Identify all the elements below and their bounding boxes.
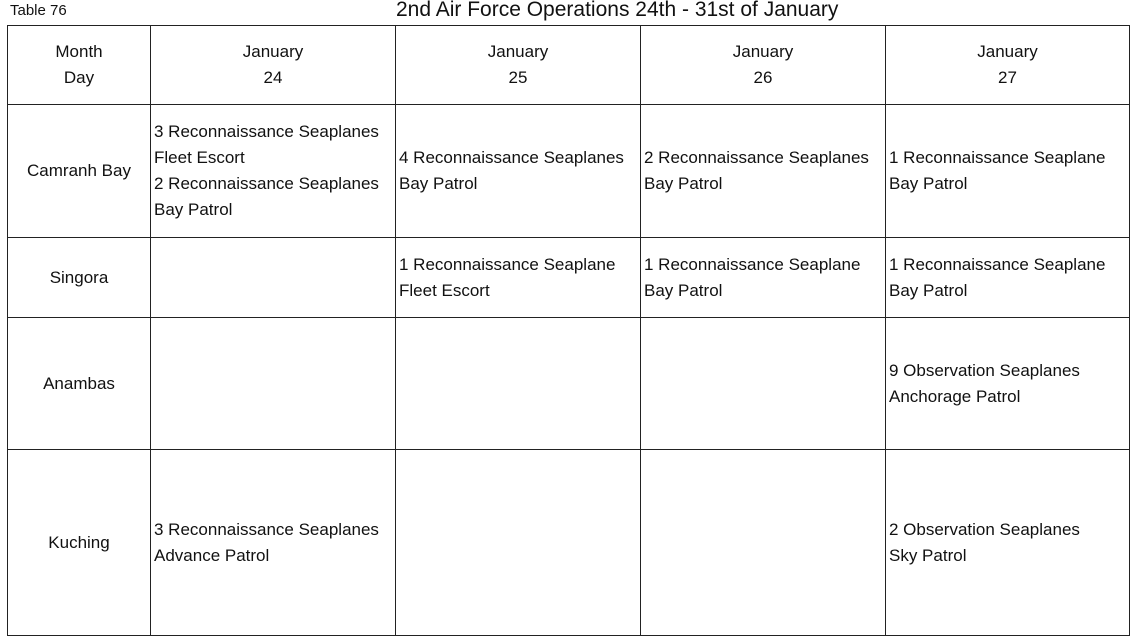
cell-line: Fleet Escort [154, 148, 245, 167]
cell-line: Bay Patrol [889, 174, 968, 193]
cell-kuching-jan-26 [641, 450, 886, 636]
cell-camranh-bay-jan-27 [886, 105, 1130, 238]
header-day: 25 [508, 68, 528, 87]
cell-anambas-jan-27 [886, 318, 1130, 450]
cell-line: 1 Reconnaissance Seaplane [399, 254, 616, 274]
row-label-camranh-bay: Camranh Bay [8, 105, 151, 238]
cell-line: Anchorage Patrol [889, 386, 1021, 406]
cell-line: 1 Reconnaissance Seaplane [889, 254, 1106, 274]
cell-anambas-jan-24 [151, 318, 396, 450]
header-column-jan-24 [151, 26, 396, 105]
cell-kuching-jan-27 [886, 450, 1130, 636]
cell-camranh-bay-jan-24 [151, 105, 396, 238]
header-column-jan-26 [641, 26, 886, 105]
cell-line: Bay Patrol [644, 174, 723, 193]
cell-line: 3 Reconnaissance Seaplanes [154, 122, 379, 141]
cell-line: Bay Patrol [644, 280, 723, 300]
table-row-camranh-bay [8, 105, 1130, 238]
cell-line: Bay Patrol [399, 174, 478, 193]
table-row-anambas [8, 318, 1130, 450]
cell-singora-jan-27 [886, 238, 1130, 318]
cell-anambas-jan-26 [641, 318, 886, 450]
cell-line: Advance Patrol [154, 545, 270, 565]
cell-singora-jan-24 [151, 238, 396, 318]
cell-singora-jan-25 [396, 238, 641, 318]
cell-camranh-bay-jan-26 [641, 105, 886, 238]
table-row-kuching [8, 450, 1130, 636]
operations-table [7, 25, 1130, 636]
table-number-label: Table 76 [10, 2, 67, 19]
header-day: 24 [263, 68, 283, 87]
cell-kuching-jan-25 [396, 450, 641, 636]
header-corner-cell [8, 26, 151, 105]
row-label-kuching: Kuching [8, 450, 151, 636]
cell-line: 3 Reconnaissance Seaplanes [154, 519, 379, 539]
header-month-label: Month [55, 42, 103, 61]
cell-line: 9 Observation Seaplanes [889, 360, 1080, 380]
header-month: January [242, 42, 304, 61]
header-day: 27 [998, 68, 1017, 87]
header-day: 26 [753, 68, 773, 87]
cell-line: Bay Patrol [889, 280, 968, 300]
page-title: 2nd Air Force Operations 24th - 31st of January [396, 0, 839, 21]
cell-line: 4 Reconnaissance Seaplanes [399, 148, 624, 167]
cell-line: 1 Reconnaissance Seaplane [889, 148, 1106, 167]
header-day-label: Day [63, 68, 95, 87]
header-month: January [977, 42, 1038, 61]
header-month: January [487, 42, 549, 61]
cell-line: 1 Reconnaissance Seaplane [644, 254, 861, 274]
table-row-singora [8, 238, 1130, 318]
cell-singora-jan-26 [641, 238, 886, 318]
cell-kuching-jan-24 [151, 450, 396, 636]
cell-anambas-jan-25 [396, 318, 641, 450]
header-column-jan-27 [886, 26, 1130, 105]
cell-line: Sky Patrol [889, 545, 967, 565]
cell-line: 2 Reconnaissance Seaplanes [154, 174, 379, 193]
header-month: January [732, 42, 794, 61]
cell-line: Fleet Escort [399, 280, 490, 300]
row-label-singora: Singora [8, 238, 151, 318]
header-row [8, 26, 1130, 105]
cell-camranh-bay-jan-25 [396, 105, 641, 238]
row-label-anambas: Anambas [8, 318, 151, 450]
cell-line: Bay Patrol [154, 200, 233, 219]
cell-line: 2 Observation Seaplanes [889, 519, 1080, 539]
header-column-jan-25 [396, 26, 641, 105]
cell-line: 2 Reconnaissance Seaplanes [644, 148, 869, 167]
